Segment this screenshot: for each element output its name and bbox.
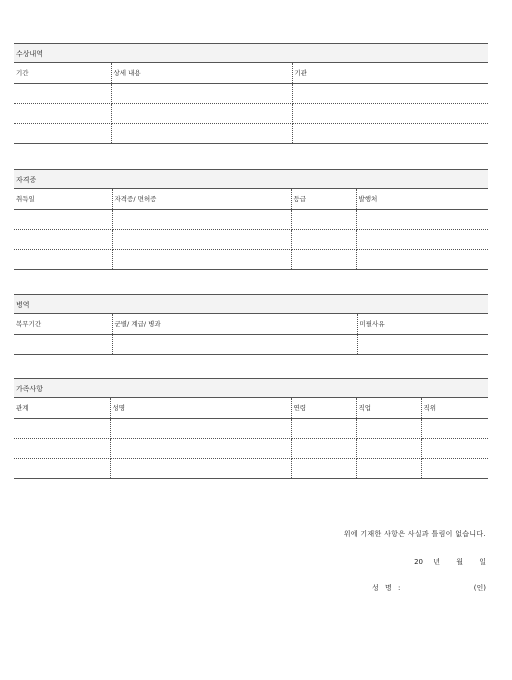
awards-cell[interactable] [14, 83, 111, 103]
certs-header-date: 취득일 [14, 189, 112, 209]
military-section [14, 294, 488, 355]
certs-cell[interactable] [112, 249, 291, 269]
family-cell[interactable] [421, 458, 488, 478]
family-section [14, 378, 488, 479]
awards-cell[interactable] [111, 83, 292, 103]
signature-name-label: 성 명 : [372, 584, 403, 592]
table-row [14, 103, 488, 123]
certs-cell[interactable] [14, 249, 112, 269]
certs-header-license: 자격증/ 면허증 [112, 189, 291, 209]
awards-cell[interactable] [14, 103, 111, 123]
table-row [14, 229, 488, 249]
date-day-label: 일 [479, 558, 486, 566]
family-cell[interactable] [110, 458, 291, 478]
certs-header-issuer: 발행처 [356, 189, 488, 209]
family-header-age: 연령 [291, 398, 356, 418]
date-year-prefix: 20 [414, 558, 423, 566]
family-cell[interactable] [421, 418, 488, 438]
military-cell[interactable] [112, 334, 357, 354]
family-cell[interactable] [291, 438, 356, 458]
awards-title: 수상내역 [14, 43, 488, 63]
certs-cell[interactable] [356, 249, 488, 269]
certs-table [14, 189, 488, 270]
certs-cell[interactable] [112, 229, 291, 249]
military-header-reason: 미필사유 [357, 314, 488, 334]
awards-header-row [14, 63, 488, 83]
family-header-row [14, 398, 488, 418]
certs-cell[interactable] [356, 229, 488, 249]
certs-header-grade: 등급 [291, 189, 356, 209]
declaration-text: 위에 기재한 사항은 사실과 틀림이 없습니다. [343, 530, 486, 538]
certs-section [14, 169, 488, 270]
family-cell[interactable] [14, 418, 110, 438]
table-row [14, 334, 488, 354]
awards-section [14, 43, 488, 144]
family-header-job: 직업 [356, 398, 421, 418]
military-header-period: 복무기간 [14, 314, 112, 334]
family-cell[interactable] [356, 438, 421, 458]
certs-title: 자격증 [14, 169, 488, 189]
family-cell[interactable] [291, 418, 356, 438]
certs-cell[interactable] [356, 209, 488, 229]
family-table [14, 398, 488, 479]
military-header-branch: 군별/ 계급/ 병과 [112, 314, 357, 334]
military-header-row [14, 314, 488, 334]
family-cell[interactable] [14, 438, 110, 458]
date-month-label: 월 [456, 558, 463, 566]
family-header-relation: 관계 [14, 398, 110, 418]
table-row [14, 438, 488, 458]
certs-cell[interactable] [14, 229, 112, 249]
military-cell[interactable] [357, 334, 488, 354]
awards-header-org: 기관 [292, 63, 488, 83]
table-row [14, 83, 488, 103]
awards-cell[interactable] [111, 103, 292, 123]
family-cell[interactable] [110, 418, 291, 438]
table-row [14, 123, 488, 143]
family-header-position: 직위 [421, 398, 488, 418]
signature-line [372, 583, 486, 593]
certs-cell[interactable] [291, 229, 356, 249]
military-title: 병역 [14, 294, 488, 314]
awards-header-period: 기간 [14, 63, 111, 83]
military-table [14, 314, 488, 355]
certs-cell[interactable] [112, 209, 291, 229]
awards-cell[interactable] [292, 123, 488, 143]
awards-cell[interactable] [111, 123, 292, 143]
date-line [414, 557, 486, 567]
awards-table [14, 63, 488, 144]
awards-cell[interactable] [14, 123, 111, 143]
family-cell[interactable] [14, 458, 110, 478]
date-year-label: 년 [433, 558, 440, 566]
awards-header-detail: 상세 내용 [111, 63, 292, 83]
certs-header-row [14, 189, 488, 209]
table-row [14, 418, 488, 438]
certs-cell[interactable] [14, 209, 112, 229]
family-cell[interactable] [421, 438, 488, 458]
certs-cell[interactable] [291, 209, 356, 229]
family-title: 가족사항 [14, 378, 488, 398]
military-cell[interactable] [14, 334, 112, 354]
awards-cell[interactable] [292, 103, 488, 123]
family-cell[interactable] [291, 458, 356, 478]
table-row [14, 209, 488, 229]
signature-seal: (인) [473, 584, 486, 592]
family-header-name: 성명 [110, 398, 291, 418]
family-cell[interactable] [110, 438, 291, 458]
certs-cell[interactable] [291, 249, 356, 269]
table-row [14, 458, 488, 478]
table-row [14, 249, 488, 269]
family-cell[interactable] [356, 418, 421, 438]
family-cell[interactable] [356, 458, 421, 478]
awards-cell[interactable] [292, 83, 488, 103]
